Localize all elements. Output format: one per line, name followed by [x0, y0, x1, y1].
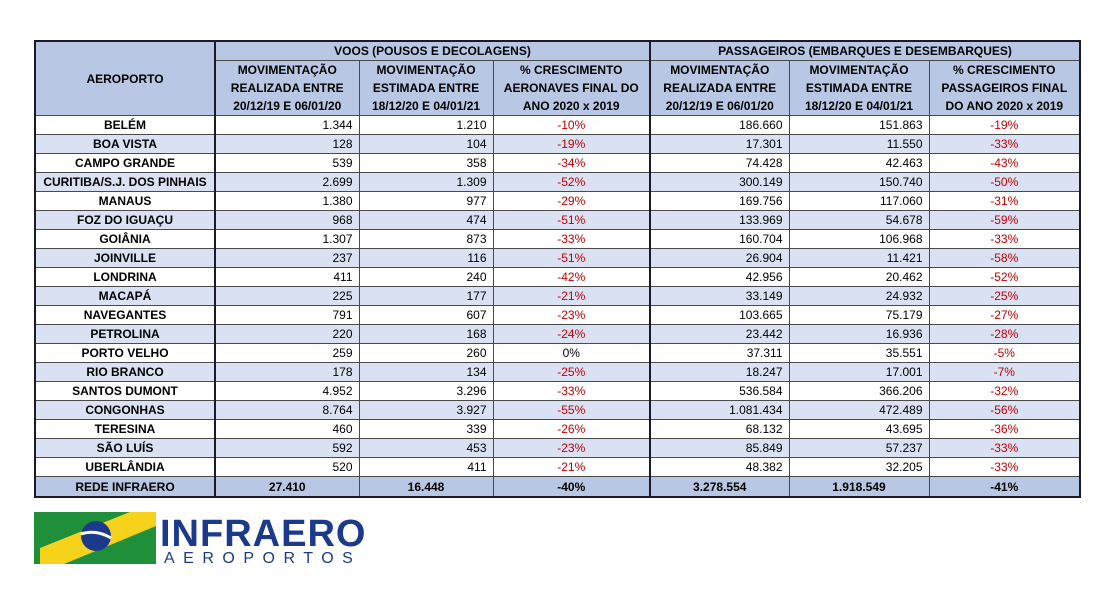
table-row [35, 154, 1080, 173]
passengers-realized-cell: 85.849 [650, 439, 789, 458]
table-row [35, 420, 1080, 439]
passengers-estimated-cell: 106.968 [789, 230, 929, 249]
passengers-realized-cell: 186.660 [650, 116, 789, 135]
flights-realized-cell: 791 [215, 306, 359, 325]
passengers-growth-cell: -36% [929, 420, 1080, 439]
flights-realized-header: MOVIMENTAÇÃO REALIZADA ENTRE 20/12/19 E 06/01/20 [215, 61, 359, 116]
flights-realized-cell: 259 [215, 344, 359, 363]
flights-realized-cell: 460 [215, 420, 359, 439]
flights-growth-cell: -26% [493, 420, 650, 439]
flights-realized-cell: 1.344 [215, 116, 359, 135]
passengers-realized-cell: 160.704 [650, 230, 789, 249]
flights-estimated-cell: 260 [359, 344, 493, 363]
flights-group-header: VOOS (POUSOS E DECOLAGENS) [215, 41, 650, 61]
passengers-growth-cell: -58% [929, 249, 1080, 268]
table-row [35, 306, 1080, 325]
flights-realized-cell: 225 [215, 287, 359, 306]
passengers-growth-header: % CRESCIMENTO PASSAGEIROS FINAL DO ANO 2020 x 2019 [929, 61, 1080, 116]
table-row [35, 401, 1080, 420]
flights-estimated-cell: 3.927 [359, 401, 493, 420]
flights-realized-cell: 520 [215, 458, 359, 477]
table-row [35, 268, 1080, 287]
passengers-realized-cell: 26.904 [650, 249, 789, 268]
passengers-growth-cell: -7% [929, 363, 1080, 382]
table-row [35, 192, 1080, 211]
flights-estimated-cell: 104 [359, 135, 493, 154]
flights-estimated-cell: 358 [359, 154, 493, 173]
flights-realized-cell: 220 [215, 325, 359, 344]
flights-growth-cell: 0% [493, 344, 650, 363]
flights-estimated-cell: 474 [359, 211, 493, 230]
flights-estimated-cell: 3.296 [359, 382, 493, 401]
passengers-realized-cell: 536.584 [650, 382, 789, 401]
passengers-estimated-cell: 24.932 [789, 287, 929, 306]
total-flights-growth: -40% [493, 477, 650, 498]
airport-cell: NAVEGANTES [35, 306, 215, 325]
table-row [35, 135, 1080, 154]
airport-cell: LONDRINA [35, 268, 215, 287]
airport-cell: UBERLÂNDIA [35, 458, 215, 477]
airport-cell: MANAUS [35, 192, 215, 211]
passengers-growth-cell: -33% [929, 230, 1080, 249]
passengers-estimated-cell: 117.060 [789, 192, 929, 211]
airport-cell: CAMPO GRANDE [35, 154, 215, 173]
flights-estimated-cell: 1.309 [359, 173, 493, 192]
flights-growth-header: % CRESCIMENTO AERONAVES FINAL DO ANO 2020 x 2019 [493, 61, 650, 116]
flights-realized-cell: 4.952 [215, 382, 359, 401]
flights-growth-cell: -55% [493, 401, 650, 420]
passengers-growth-cell: -31% [929, 192, 1080, 211]
logo-brand-name: INFRAERO [160, 513, 367, 555]
total-passengers-estimated: 1.918.549 [789, 477, 929, 498]
passengers-growth-cell: -28% [929, 325, 1080, 344]
passengers-realized-cell: 17.301 [650, 135, 789, 154]
flights-realized-cell: 539 [215, 154, 359, 173]
passengers-estimated-cell: 151.863 [789, 116, 929, 135]
airport-cell: SÃO LUÍS [35, 439, 215, 458]
passengers-estimated-cell: 42.463 [789, 154, 929, 173]
passengers-estimated-cell: 16.936 [789, 325, 929, 344]
passengers-estimated-cell: 11.550 [789, 135, 929, 154]
table-row [35, 344, 1080, 363]
passengers-realized-cell: 48.382 [650, 458, 789, 477]
flights-estimated-cell: 116 [359, 249, 493, 268]
flights-growth-cell: -52% [493, 173, 650, 192]
flights-growth-cell: -25% [493, 363, 650, 382]
passengers-growth-cell: -56% [929, 401, 1080, 420]
flights-growth-cell: -24% [493, 325, 650, 344]
flights-realized-cell: 968 [215, 211, 359, 230]
table-row [35, 173, 1080, 192]
flights-growth-cell: -21% [493, 287, 650, 306]
flights-growth-cell: -29% [493, 192, 650, 211]
total-airport-cell: REDE INFRAERO [35, 477, 215, 498]
passengers-estimated-cell: 43.695 [789, 420, 929, 439]
flights-estimated-cell: 453 [359, 439, 493, 458]
flights-realized-cell: 178 [215, 363, 359, 382]
logo-tagline: AEROPORTOS [164, 550, 362, 567]
passengers-estimated-cell: 35.551 [789, 344, 929, 363]
passengers-growth-cell: -25% [929, 287, 1080, 306]
flights-growth-cell: -21% [493, 458, 650, 477]
passengers-estimated-header: MOVIMENTAÇÃO ESTIMADA ENTRE 18/12/20 E 04/01/21 [789, 61, 929, 116]
table-row [35, 116, 1080, 135]
passengers-growth-cell: -52% [929, 268, 1080, 287]
passengers-group-header: PASSAGEIROS (EMBARQUES E DESEMBARQUES) [650, 41, 1080, 61]
airport-cell: JOINVILLE [35, 249, 215, 268]
passengers-realized-cell: 169.756 [650, 192, 789, 211]
flights-growth-cell: -33% [493, 382, 650, 401]
flights-realized-cell: 128 [215, 135, 359, 154]
flights-estimated-cell: 411 [359, 458, 493, 477]
table-row [35, 249, 1080, 268]
flights-estimated-header: MOVIMENTAÇÃO ESTIMADA ENTRE 18/12/20 E 04/01/21 [359, 61, 493, 116]
flights-estimated-cell: 873 [359, 230, 493, 249]
flights-estimated-cell: 177 [359, 287, 493, 306]
table-row [35, 325, 1080, 344]
flights-realized-cell: 411 [215, 268, 359, 287]
flights-estimated-cell: 168 [359, 325, 493, 344]
flights-growth-cell: -33% [493, 230, 650, 249]
table-row [35, 230, 1080, 249]
airport-cell: FOZ DO IGUAÇU [35, 211, 215, 230]
passengers-estimated-cell: 11.421 [789, 249, 929, 268]
flights-estimated-cell: 977 [359, 192, 493, 211]
flights-growth-cell: -42% [493, 268, 650, 287]
flights-estimated-cell: 1.210 [359, 116, 493, 135]
flights-estimated-cell: 240 [359, 268, 493, 287]
table-body [35, 116, 1080, 477]
passengers-realized-cell: 68.132 [650, 420, 789, 439]
total-flights-realized: 27.410 [215, 477, 359, 498]
table-row [35, 211, 1080, 230]
passengers-estimated-cell: 17.001 [789, 363, 929, 382]
table-row [35, 363, 1080, 382]
airport-cell: GOIÂNIA [35, 230, 215, 249]
passengers-realized-cell: 74.428 [650, 154, 789, 173]
airport-cell: PETROLINA [35, 325, 215, 344]
passengers-estimated-cell: 366.206 [789, 382, 929, 401]
airport-cell: CONGONHAS [35, 401, 215, 420]
passengers-growth-cell: -50% [929, 173, 1080, 192]
passengers-realized-cell: 33.149 [650, 287, 789, 306]
flights-realized-cell: 1.307 [215, 230, 359, 249]
flights-growth-cell: -51% [493, 249, 650, 268]
passengers-growth-cell: -33% [929, 439, 1080, 458]
passengers-estimated-cell: 150.740 [789, 173, 929, 192]
table-row [35, 382, 1080, 401]
passengers-growth-cell: -32% [929, 382, 1080, 401]
passengers-growth-cell: -59% [929, 211, 1080, 230]
passengers-estimated-cell: 20.462 [789, 268, 929, 287]
passengers-estimated-cell: 472.489 [789, 401, 929, 420]
total-passengers-growth: -41% [929, 477, 1080, 498]
flights-realized-cell: 237 [215, 249, 359, 268]
infraero-logo [34, 512, 367, 568]
airport-cell: TERESINA [35, 420, 215, 439]
airport-cell: SANTOS DUMONT [35, 382, 215, 401]
flights-realized-cell: 8.764 [215, 401, 359, 420]
passengers-realized-cell: 103.665 [650, 306, 789, 325]
airport-cell: RIO BRANCO [35, 363, 215, 382]
flights-realized-cell: 1.380 [215, 192, 359, 211]
flights-estimated-cell: 607 [359, 306, 493, 325]
passengers-realized-cell: 18.247 [650, 363, 789, 382]
flights-growth-cell: -23% [493, 439, 650, 458]
passengers-realized-cell: 23.442 [650, 325, 789, 344]
flights-growth-cell: -10% [493, 116, 650, 135]
passengers-realized-cell: 300.149 [650, 173, 789, 192]
passengers-realized-cell: 133.969 [650, 211, 789, 230]
passengers-growth-cell: -33% [929, 458, 1080, 477]
passengers-estimated-cell: 32.205 [789, 458, 929, 477]
flights-realized-cell: 592 [215, 439, 359, 458]
passengers-realized-cell: 42.956 [650, 268, 789, 287]
passengers-realized-cell: 1.081.434 [650, 401, 789, 420]
passengers-growth-cell: -5% [929, 344, 1080, 363]
airport-movement-table [34, 40, 1081, 498]
table-row [35, 458, 1080, 477]
flights-realized-cell: 2.699 [215, 173, 359, 192]
passengers-estimated-cell: 75.179 [789, 306, 929, 325]
passengers-growth-cell: -19% [929, 116, 1080, 135]
airport-cell: BOA VISTA [35, 135, 215, 154]
airport-cell: CURITIBA/S.J. DOS PINHAIS [35, 173, 215, 192]
total-flights-estimated: 16.448 [359, 477, 493, 498]
passengers-realized-header: MOVIMENTAÇÃO REALIZADA ENTRE 20/12/19 E 06/01/20 [650, 61, 789, 116]
flights-growth-cell: -51% [493, 211, 650, 230]
airport-column-header: AEROPORTO [35, 41, 215, 116]
passengers-realized-cell: 37.311 [650, 344, 789, 363]
flights-growth-cell: -23% [493, 306, 650, 325]
flights-estimated-cell: 339 [359, 420, 493, 439]
total-passengers-realized: 3.278.554 [650, 477, 789, 498]
table-row [35, 439, 1080, 458]
passengers-growth-cell: -33% [929, 135, 1080, 154]
airport-cell: PORTO VELHO [35, 344, 215, 363]
airport-cell: BELÉM [35, 116, 215, 135]
flights-estimated-cell: 134 [359, 363, 493, 382]
table-row [35, 287, 1080, 306]
flights-growth-cell: -34% [493, 154, 650, 173]
total-row [35, 477, 1080, 498]
passengers-estimated-cell: 57.237 [789, 439, 929, 458]
flights-growth-cell: -19% [493, 135, 650, 154]
airport-cell: MACAPÁ [35, 287, 215, 306]
passengers-growth-cell: -43% [929, 154, 1080, 173]
passengers-estimated-cell: 54.678 [789, 211, 929, 230]
brazil-flag-icon [34, 512, 156, 564]
passengers-growth-cell: -27% [929, 306, 1080, 325]
